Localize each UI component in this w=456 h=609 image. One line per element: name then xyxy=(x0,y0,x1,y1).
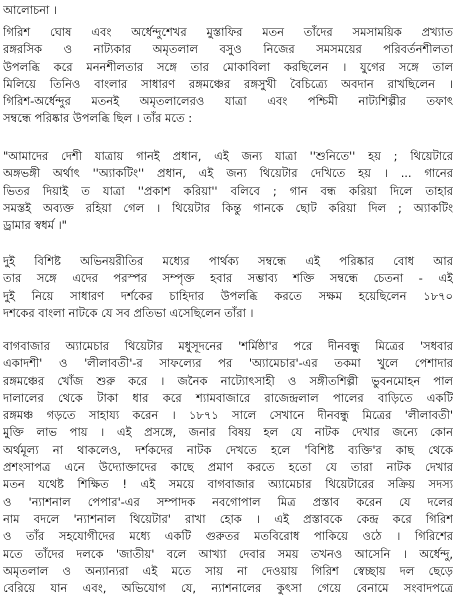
text-line: বেরিয়ে যান এবং, অভিযোগ যে, ন্যাশনালের কুৎসা গেয়ে বেনামে সংবাদপত্রে xyxy=(3,581,453,596)
text-line: রঙ্গমঞ্চের খোঁজ শুরু করে । জনৈক নাট্যোৎসাহী ও সঙ্গীতশিল্পী ভুবনমোহন পাল xyxy=(3,373,453,388)
text-line: একাদশী' ও 'লীলাবতী'-র সাফল্যের পর 'অ্যামেচার'-এর তকমা খুলে পেশাদার xyxy=(3,356,453,371)
text-line: গিরিশ ঘোষ এবং অর্ধেন্দুশেখর মুস্তাফির মতন তাঁদের সমসাময়িক প্রখ্যাত xyxy=(3,25,453,39)
text-line: ও তাঁর সহযোগীদের মধ্যে একটি গুরুতর মতবিরোধ পাকিয়ে ওঠে । গিরিশের xyxy=(3,529,453,544)
text-line: দশকের বাংলা নাটকে যে সব প্রতিভা এসেছিলেন তাঁরা । xyxy=(3,305,254,320)
paragraph-amritalal-intro xyxy=(3,24,453,128)
text-line: আলোচনা । xyxy=(3,3,57,17)
paragraph-closing-line xyxy=(3,2,453,19)
text-line: অমৃতলাল ও অন্যান্যরা এই মতে সায় না দেওয়ায় গিরিশ স্বেচ্ছায় দল ছেড়ে xyxy=(3,563,453,578)
text-line: অঙ্গভঙ্গী অর্থাৎ ''অ্যাকটিং'' প্রধান, এই জন্য থিয়েটার দেখিতে হয় । ... গানের xyxy=(3,166,453,181)
text-line: মুক্তি লাভ পায় । এই প্রসঙ্গে, জনার বিষয় হল যে নাটক দেখার জন্যে কোন xyxy=(3,425,453,440)
text-line: তার সঙ্গে এদের পরস্পর সম্পৃক্ত হবার সম্ভাব্য শক্তি সম্বন্ধে চেতনা - এই xyxy=(3,271,453,286)
text-line: অর্থমূল্য না থাকলেও, দর্শকদের নাটক দেখতে হলে 'বিশিষ্ট ব্যক্তি'র কাছ থেকে xyxy=(3,442,453,457)
text-line: বাগবাজার অ্যামেচার থিয়েটার মধুসূদনের 'শর্মিষ্ঠা'র পরে দীনবন্ধু মিত্রের 'সধবার xyxy=(3,339,453,353)
text-line: মতন যথেষ্ট শিক্ষিত ! এই সময়ে বাগবাজার অ্যামেচার থিয়েটারের সক্রিয় সদস্য xyxy=(3,477,453,492)
text-line: উপলব্ধি করে মননশীলতার সঙ্গে তার মোকাবিলা করছিলেন । যুগের সঙ্গে তাল xyxy=(3,59,453,74)
text-line: প্রশংসাপত্র এনে উদ্যোক্তাদের কাছে প্রমাণ করতে হতো যে তারা নাটক দেখার xyxy=(3,460,453,475)
text-line: নাম বদলে 'ন্যাশনাল থিয়েটার' রাখা হোক । এই প্রস্তাবকে কেন্দ্র করে গিরিশ xyxy=(3,511,453,526)
text-line: দুই বিশিষ্ট অভিনয়রীতির মধ্যের পার্থক্য সম্বন্ধে এই পরিষ্কার বোধ আর xyxy=(3,254,453,268)
text-line: সমস্তই অব্যক্ত রহিয়া গেল । থিয়েটার কিন্তু গানকে ছোট করিয়া দিল ; অ্যাকটিং xyxy=(3,200,453,215)
text-line: "আমাদের দেশী যাত্রায় গানই প্রধান, এই জন্য যাত্রা ''শুনিতে'' হয় ; থিয়েটারে xyxy=(3,149,453,163)
paragraph-quotation xyxy=(3,148,453,234)
text-line: গিরিশ-অর্ধেন্দুর মতনই অমৃতলালেরও যাত্রা এবং পশ্চিমী নাট্যশিল্পীর তফাৎ xyxy=(3,94,453,109)
text-line: সম্বন্ধে পরিষ্কার উপলব্ধি ছিল । তাঁর মতে : xyxy=(3,111,193,126)
paragraph-national-theatre xyxy=(3,338,453,597)
text-line: মিলিয়ে তিনিও বাংলার সাধারণ রঙ্গমঞ্চের রঙ্গসুখী বৈচিত্র্যে অবদান রাখছিলেন । xyxy=(3,76,453,91)
text-line: মতে তাঁদের দলকে 'জাতীয়' বলে আখ্যা দেবার সময় তখনও আসেনি । অর্ধেন্দু, xyxy=(3,546,453,561)
text-line: রঙ্গরসিক ও নাট্যকার অমৃতলাল বসুও নিজের সমসময়ের পরিবর্তনশীলতা xyxy=(3,42,453,57)
text-line: রঙ্গমঞ্চ গড়তে সাহায্য করেন । ১৮৭১ সালে সেখানে দীনবন্ধু মিত্রের 'লীলাবতী' xyxy=(3,408,453,423)
text-line: ড্রামার স্বধর্ম ।" xyxy=(3,218,67,233)
text-line: ভিতর দিয়াই ত যাত্রা ''প্রকাশ করিয়া'' বলিবে ; গান বন্ধ করিয়া দিলে তাহার xyxy=(3,183,453,198)
text-line: ও 'ন্যাশনাল পেপার'-এর সম্পাদক নবগোপাল মিত্র প্রস্তাব করেন যে দলের xyxy=(3,494,453,509)
text-line: দুই নিয়ে সাধারণ দর্শকের চাহিদার উপলব্ধি করতে সক্ষম হয়েছিলেন ১৮৭০ xyxy=(3,288,453,303)
paragraph-acting-styles xyxy=(3,253,453,322)
text-line: দালালের থেকে টাকা ধার করে শ্যামবাজারে রাজেন্দ্রলাল পালের বাড়িতে একটি xyxy=(3,390,453,405)
